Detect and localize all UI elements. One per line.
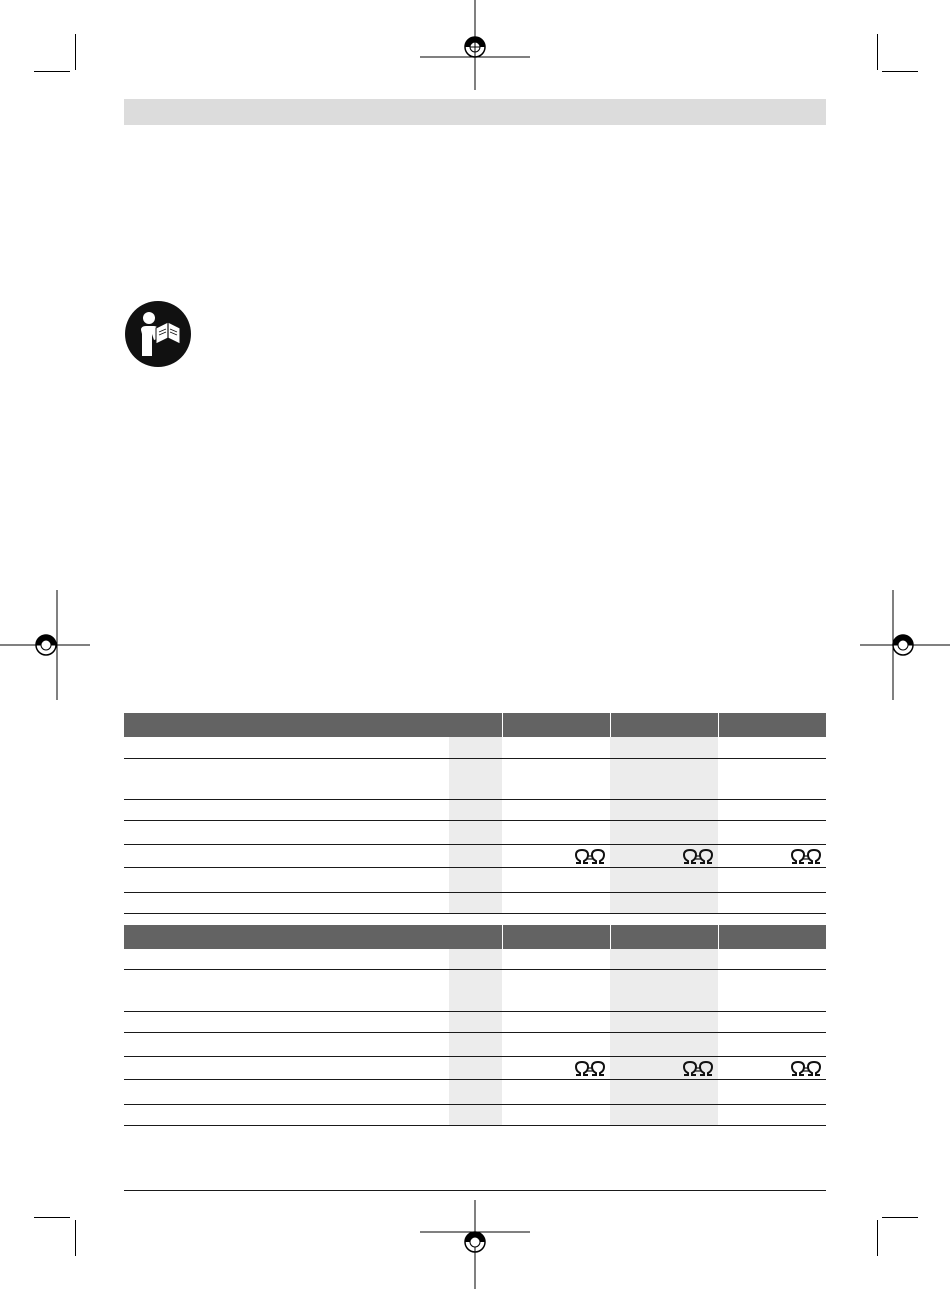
registration-mark-icon bbox=[860, 590, 950, 700]
rotation-direction-icon bbox=[790, 1061, 822, 1077]
header-band bbox=[124, 99, 826, 125]
crop-mark bbox=[34, 1217, 70, 1218]
table-row bbox=[124, 970, 826, 1012]
registration-mark-icon bbox=[420, 0, 530, 90]
table-header bbox=[124, 925, 826, 949]
registration-mark-top bbox=[420, 0, 530, 90]
table-row bbox=[124, 1033, 826, 1057]
registration-mark-icon bbox=[420, 1200, 530, 1289]
table-row bbox=[124, 893, 826, 914]
table-row bbox=[124, 800, 826, 821]
crop-mark bbox=[877, 1220, 878, 1256]
crop-mark bbox=[75, 34, 76, 70]
table-row bbox=[124, 737, 826, 759]
table-row bbox=[124, 845, 826, 868]
crop-mark bbox=[75, 1220, 76, 1256]
rotation-direction-icon bbox=[682, 1061, 714, 1077]
table-row bbox=[124, 868, 826, 893]
table-row bbox=[124, 1105, 826, 1126]
table-row bbox=[124, 949, 826, 970]
footer-rule bbox=[124, 1190, 826, 1191]
crop-mark bbox=[877, 34, 878, 70]
rotation-direction-icon bbox=[682, 849, 714, 865]
table-row bbox=[124, 1012, 826, 1033]
table-body bbox=[124, 949, 826, 1126]
crop-mark bbox=[882, 71, 918, 72]
table-row bbox=[124, 1080, 826, 1105]
rotation-direction-icon bbox=[574, 1061, 606, 1077]
crop-mark bbox=[882, 1217, 918, 1218]
manual-pictogram bbox=[124, 300, 192, 368]
table-row bbox=[124, 759, 826, 800]
rotation-direction-icon bbox=[574, 849, 606, 865]
rotation-direction-icon bbox=[790, 849, 822, 865]
registration-mark-right bbox=[860, 590, 950, 700]
table-row bbox=[124, 1057, 826, 1080]
spec-table bbox=[124, 925, 826, 1126]
table-body bbox=[124, 737, 826, 914]
registration-mark-icon bbox=[0, 590, 90, 700]
table-header bbox=[124, 713, 826, 737]
table-row bbox=[124, 821, 826, 845]
spec-table bbox=[124, 713, 826, 914]
read-manual-icon bbox=[124, 300, 192, 368]
registration-mark-left bbox=[0, 590, 90, 700]
crop-mark bbox=[34, 71, 70, 72]
registration-mark-bottom bbox=[420, 1200, 530, 1289]
